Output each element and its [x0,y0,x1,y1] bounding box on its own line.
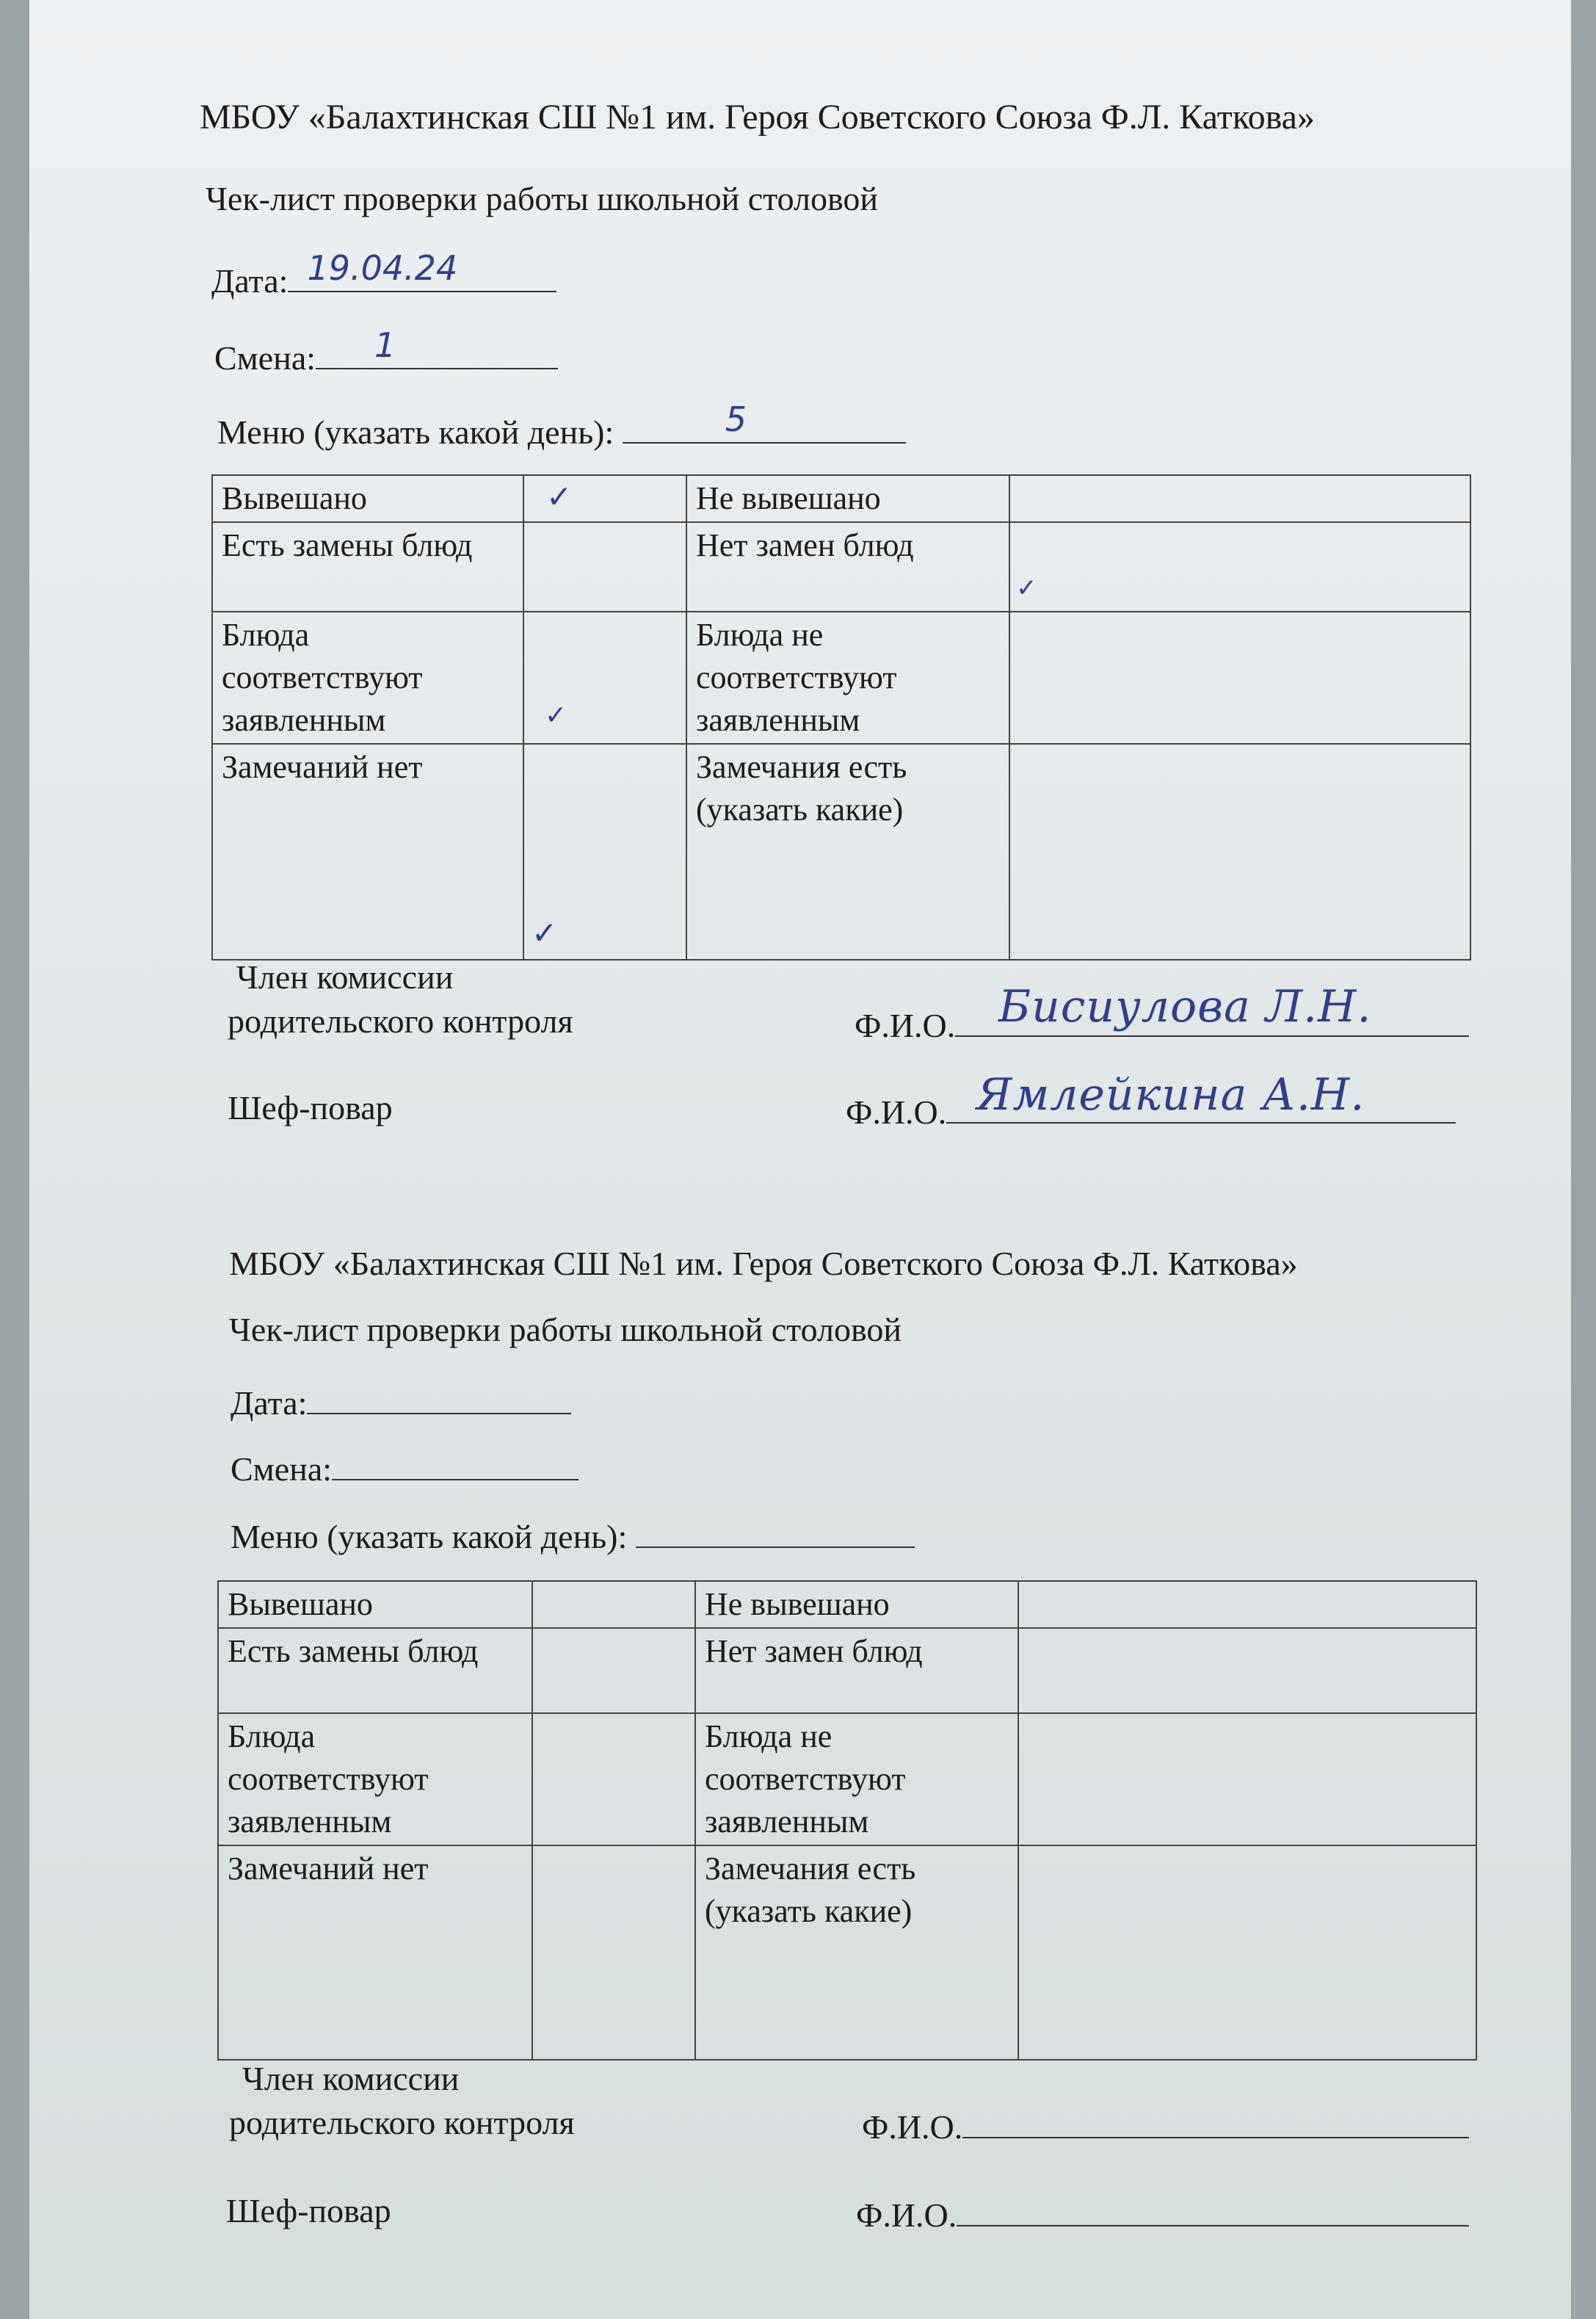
check-cell[interactable] [523,744,686,960]
row-label: Вывешано [218,1581,532,1628]
paper-sheet [29,0,1571,2319]
menu-field[interactable] [636,1513,915,1548]
table-row [212,612,1470,744]
check-cell[interactable] [532,1845,695,2060]
check-cell[interactable] [1018,1845,1476,2060]
shift-line [231,1445,578,1488]
row-label: Нет замен блюд [695,1628,1018,1713]
menu-line [217,399,906,452]
menu-field[interactable] [623,399,906,444]
date-field[interactable] [307,1379,571,1414]
check-cell[interactable] [1018,1713,1476,1845]
row-label: Замечания есть (указать какие) [695,1845,1018,2060]
check-cell[interactable] [523,522,686,612]
menu-value: 5 [725,399,747,439]
row-label: Есть замены блюд [218,1628,532,1713]
member-signature: Бисиулова Л.Н. [998,981,1372,1032]
table-row [218,1845,1476,2060]
school-name: МБОУ «Балахтинская СШ №1 им. Героя Советского Союза Ф.Л. Каткова» [200,98,1315,137]
form-title: Чек-лист проверки работы школьной столовой [206,180,879,217]
check-cell[interactable] [1018,1628,1476,1713]
check-cell[interactable] [523,612,686,744]
row-label: Блюда не соответствуют заявленным [695,1713,1018,1845]
table-row [212,475,1470,522]
row-label: Замечания есть (указать какие) [686,744,1009,960]
row-label: Не вывешано [686,475,1009,522]
check-mark: ✓ [1016,574,1037,603]
checklist-table [211,474,1471,960]
row-label: Замечаний нет [212,744,523,960]
table-row [218,1713,1476,1845]
row-label: Блюда не соответствуют заявленным [686,612,1009,744]
date-line [211,248,556,300]
menu-line [231,1513,915,1556]
row-label: Вывешано [212,475,523,522]
shift-label: Смена: [214,339,316,377]
shift-field[interactable] [316,325,558,369]
row-label: Не вывешано [695,1581,1018,1628]
chef-label: Шеф-повар [226,2192,391,2229]
form-title: Чек-лист проверки работы школьной столовой [229,1311,902,1348]
check-mark: ✓ [532,915,558,951]
date-field[interactable] [288,248,556,292]
check-cell[interactable] [1009,744,1470,960]
check-cell[interactable] [1009,475,1470,522]
member-fio-line [862,2103,1469,2146]
check-cell[interactable] [532,1581,695,1628]
check-cell[interactable] [1009,522,1470,612]
shift-label: Смена: [231,1450,333,1488]
row-label: Замечаний нет [218,1845,532,2060]
menu-label: Меню (указать какой день): [231,1518,628,1555]
chef-fio-line [856,2191,1469,2235]
member-label: Член комиссии [242,2060,460,2097]
table-row [212,522,1470,612]
fio-label: Ф.И.О. [862,2108,963,2146]
shift-value: 1 [374,325,396,365]
date-line [231,1379,571,1422]
table-row [212,744,1470,960]
member-fio-field[interactable] [962,2103,1469,2138]
shift-field[interactable] [332,1445,578,1480]
row-label: Блюда соответствуют заявленным [218,1713,532,1845]
row-label: Блюда соответствуют заявленным [212,612,523,744]
date-label: Дата: [231,1384,308,1422]
check-cell[interactable] [1009,612,1470,744]
checklist-table [217,1580,1477,2061]
date-label: Дата: [211,262,289,300]
check-cell[interactable] [1018,1581,1476,1628]
table-row [218,1628,1476,1713]
chef-fio-field[interactable] [957,2191,1469,2226]
menu-label: Меню (указать какой день): [217,413,614,451]
check-mark: ✓ [546,479,573,515]
fio-label: Ф.И.О. [855,1007,956,1044]
shift-line [214,325,558,377]
check-cell[interactable] [532,1713,695,1845]
chef-signature: Ямлейкина А.Н. [976,1069,1365,1121]
member-label: Член комиссии [236,958,454,996]
school-name: МБОУ «Балахтинская СШ №1 им. Героя Советского Союза Ф.Л. Каткова» [229,1245,1298,1282]
fio-label: Ф.И.О. [846,1093,947,1131]
chef-label: Шеф-повар [228,1089,393,1126]
row-label: Есть замены блюд [212,522,523,612]
fio-label: Ф.И.О. [856,2196,957,2234]
date-value: 19.04.24 [307,248,458,288]
check-cell[interactable] [523,475,686,522]
member-label-2: родительского контроля [229,2104,575,2141]
member-label-2: родительского контроля [228,1002,573,1040]
check-cell[interactable] [532,1628,695,1713]
table-row [218,1581,1476,1628]
row-label: Нет замен блюд [686,522,1009,612]
check-mark: ✓ [545,701,567,731]
